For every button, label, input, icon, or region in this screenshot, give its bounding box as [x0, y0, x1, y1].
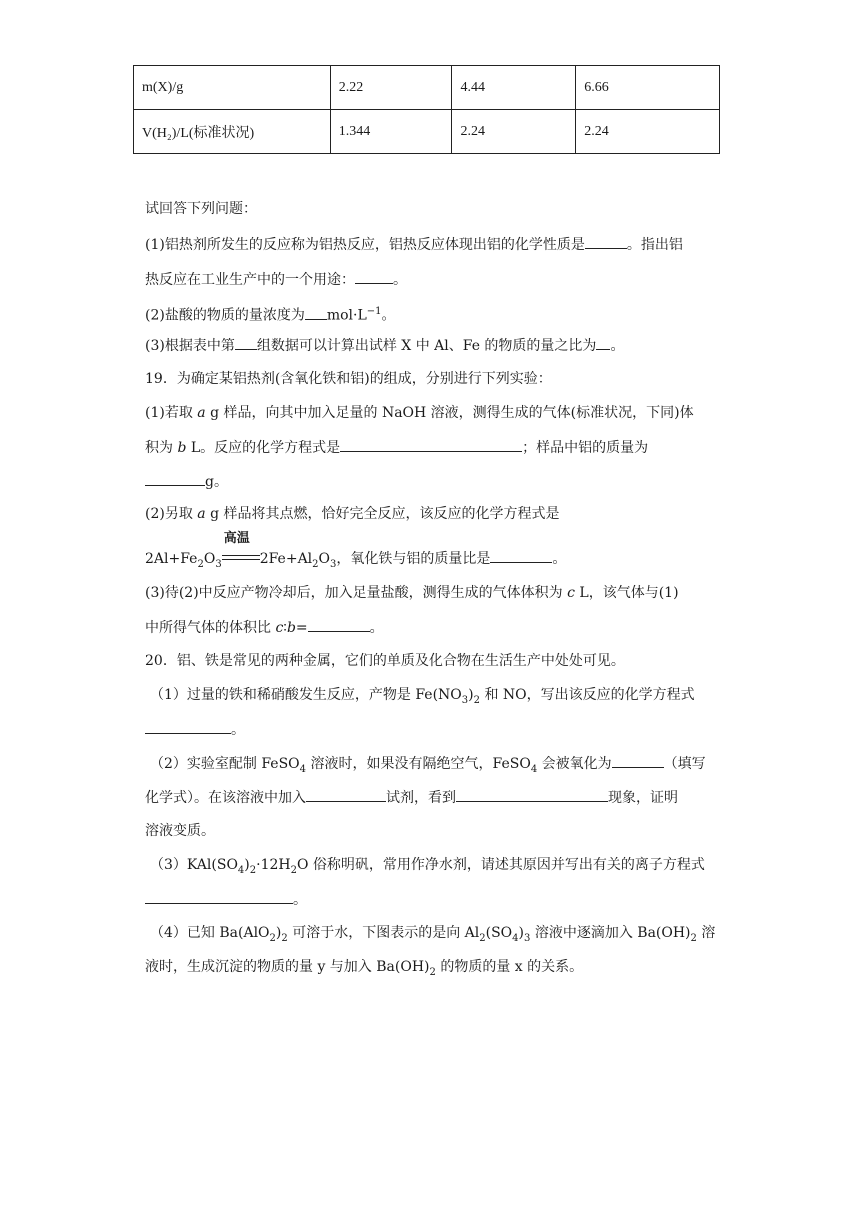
q20-part2-line2: 化学式）。在该溶液中加入 试剂，看到 现象，证明	[145, 787, 678, 808]
answer-blank[interactable]	[145, 471, 205, 486]
answer-blank[interactable]	[585, 234, 627, 249]
table-cell: 2.24	[452, 110, 576, 154]
q18-part1-line1: (1)铝热剂所发生的反应称为铝热反应，铝热反应体现出铝的化学性质是 。指出铝	[145, 234, 683, 255]
q18-part2: (2)盐酸的物质的量浓度为 $mol\cdot L^{-1}$。	[145, 306, 396, 324]
q20-part1-line2: 。	[145, 719, 245, 740]
answer-blank[interactable]	[490, 548, 552, 563]
answer-blank[interactable]	[355, 269, 393, 284]
answer-blank[interactable]	[596, 335, 610, 350]
answer-blank[interactable]	[305, 305, 327, 320]
table-cell: m(X)/g	[134, 66, 331, 110]
q19-part1-line1: (1)若取 a g 样品，向其中加入足量的 NaOH 溶液，测得生成的气体(标准状况，下同)体	[145, 405, 694, 421]
q20-part4-line2: 液时，生成沉淀的物质的量 y 与加入 $Ba(OH)_2$ 的物质的量 x 的关系。	[145, 959, 584, 978]
answer-blank[interactable]	[306, 787, 386, 802]
table-cell: 2.22	[330, 66, 452, 110]
reaction-condition-arrow: 高温	[222, 549, 260, 563]
table-cell: V(H₂)/L(标准状况)	[134, 110, 331, 154]
q19-part2-line1: (2)另取 a g 样品将其点燃，恰好完全反应，该反应的化学方程式是	[145, 506, 560, 522]
q18-intro: 试回答下列问题：	[145, 201, 257, 217]
table-cell: 1.344	[330, 110, 452, 154]
q18-part1-line2: 热反应在工业生产中的一个用途： 。	[145, 269, 407, 290]
table-row	[134, 66, 720, 110]
table-row	[134, 110, 720, 154]
q20-part2-line3: 溶液变质。	[145, 823, 215, 839]
q20-part1-line1: （1）过量的铁和稀硝酸发生反应，产物是 $Fe(NO_3)_2$ 和 NO，写出该反应的化学方程式	[150, 687, 695, 706]
answer-blank[interactable]	[145, 889, 293, 904]
q19-part3-line1: (3)待(2)中反应产物冷却后，加入足量盐酸，测得生成的气体体积为 c L，该气体与(1)	[145, 585, 679, 601]
q19-title: 19．为确定某铝热剂(含氧化铁和铝)的组成，分别进行下列实验：	[145, 371, 552, 387]
q19-part1-line2: 积为 b L。反应的化学方程式是 ；样品中铝的质量为	[145, 437, 648, 458]
q20-part3-line1: $(3)KAl(SO_4)_2\cdot 12H_2O$ 俗称明矾，常用作净水剂，请述其原因并写出有关的离子方程式	[150, 857, 705, 876]
q20-part3-line2: 。	[145, 889, 307, 910]
table-cell: 6.66	[576, 66, 720, 110]
q20-part2-line1: （2）实验室配制 FeSO$_4$ 溶液时，如果没有隔绝空气，FeSO$_4$ 会被氧化为 （填写	[150, 753, 706, 780]
answer-blank[interactable]	[308, 617, 370, 632]
answer-blank[interactable]	[456, 787, 608, 802]
answer-blank[interactable]	[235, 335, 257, 350]
answer-blank[interactable]	[145, 719, 231, 734]
q19-part3-line2: 中所得气体的体积比 c∶b= 。	[145, 617, 384, 638]
q20-title: 20．铝、铁是常见的两种金属，它们的单质及化合物在生活生产中处处可见。	[145, 653, 625, 669]
q20-part4-line1: （4）已知 $Ba(AlO_2)_2$ 可溶于水，下图表示的是向 $Al_2(SO_4)_3$ 溶液中逐滴加入 $Ba(OH)_2$ 溶	[150, 925, 716, 944]
q19-part1-line3: g。	[145, 471, 228, 492]
table-cell: 4.44	[452, 66, 576, 110]
data-table	[133, 65, 720, 154]
answer-blank[interactable]	[340, 437, 522, 452]
table-cell: 2.24	[576, 110, 720, 154]
q19-equation-line: $2Al+Fe_2O_3$ 高温 $2Fe+Al_2O_3$，氧化铁与铝的质量比是 。	[145, 531, 567, 570]
answer-blank[interactable]	[612, 753, 664, 768]
q18-part3: (3)根据表中第 组数据可以计算出试样 X 中 Al、Fe 的物质的量之比为 。	[145, 335, 624, 356]
